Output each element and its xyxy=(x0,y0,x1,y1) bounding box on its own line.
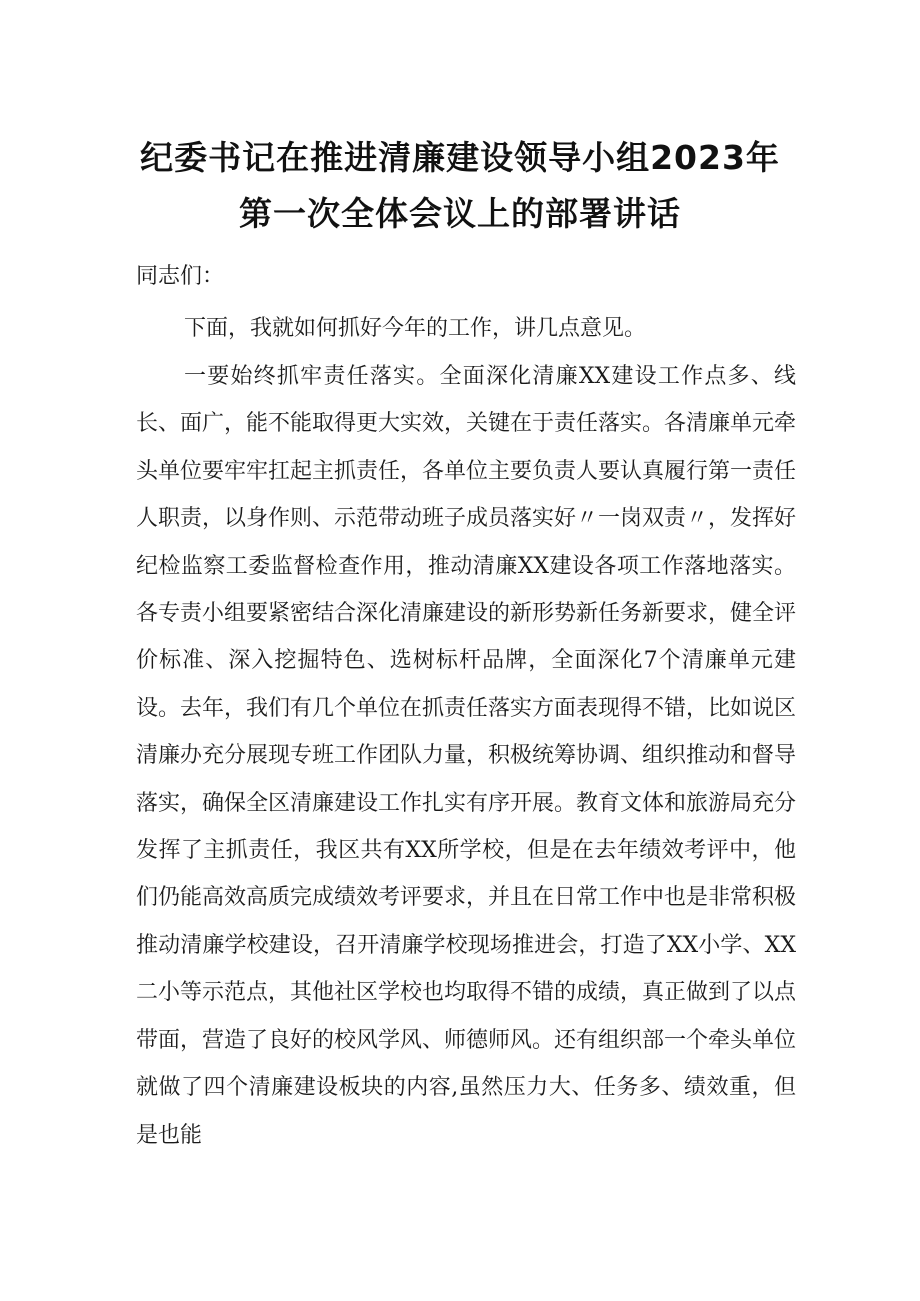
paragraph-intro: 下面，我就如何抓好今年的工作，讲几点意见。 xyxy=(184,316,647,341)
document-title-line-1: 纪委书记在推进清廉建设领导小组2023年 xyxy=(140,138,780,177)
document-title-line-2: 第一次全体会议上的部署讲话 xyxy=(239,194,681,233)
salutation: 同志们： xyxy=(136,264,225,289)
paragraph-responsibility: 一要始终抓牢责任落实。全面深化清廉XX建设工作点多、线长、面广，能不能取得更大实效，关键在于责任落实。各清廉单元牵头单位要牢牢扛起主抓责任，各单位主要负责人要认真履行第一责任人职责，以身作则、示范带动班子成员落实好〃一岗双责〃，发挥好纪检监察工委监督检查作用，推动清廉XX建设各项工作落地落实。各专责小组要紧密结合深化清廉建设的新形势新任务新要求，健全评价标准、深入挖掘特色、选树标杆品牌，全面深化7个清廉单元建设。去年，我们有几个单位在抓责任落实方面表现得不错，比如说区清廉办充分展现专班工作团队力量，积极统筹协调、组织推动和督导落实，确保全区清廉建设工作扎实有序开展。教育文体和旅游局充分发挥了主抓责任，我区共有XX所学校，但是在去年绩效考评中，他们仍能高效高质完成绩效考评要求，并且在日常工作中也是非常积极推动清廉学校建设，召开清廉学校现场推进会，打造了XX小学、XX二小等示范点，其他社区学校也均取得不错的成绩，真正做到了以点带面，营造了良好的校风学风、师德师风。还有组织部一个牵头单位就做了四个清廉建设板块的内容,虽然压力大、任务多、绩效重，但是也能 xyxy=(136,364,796,1148)
